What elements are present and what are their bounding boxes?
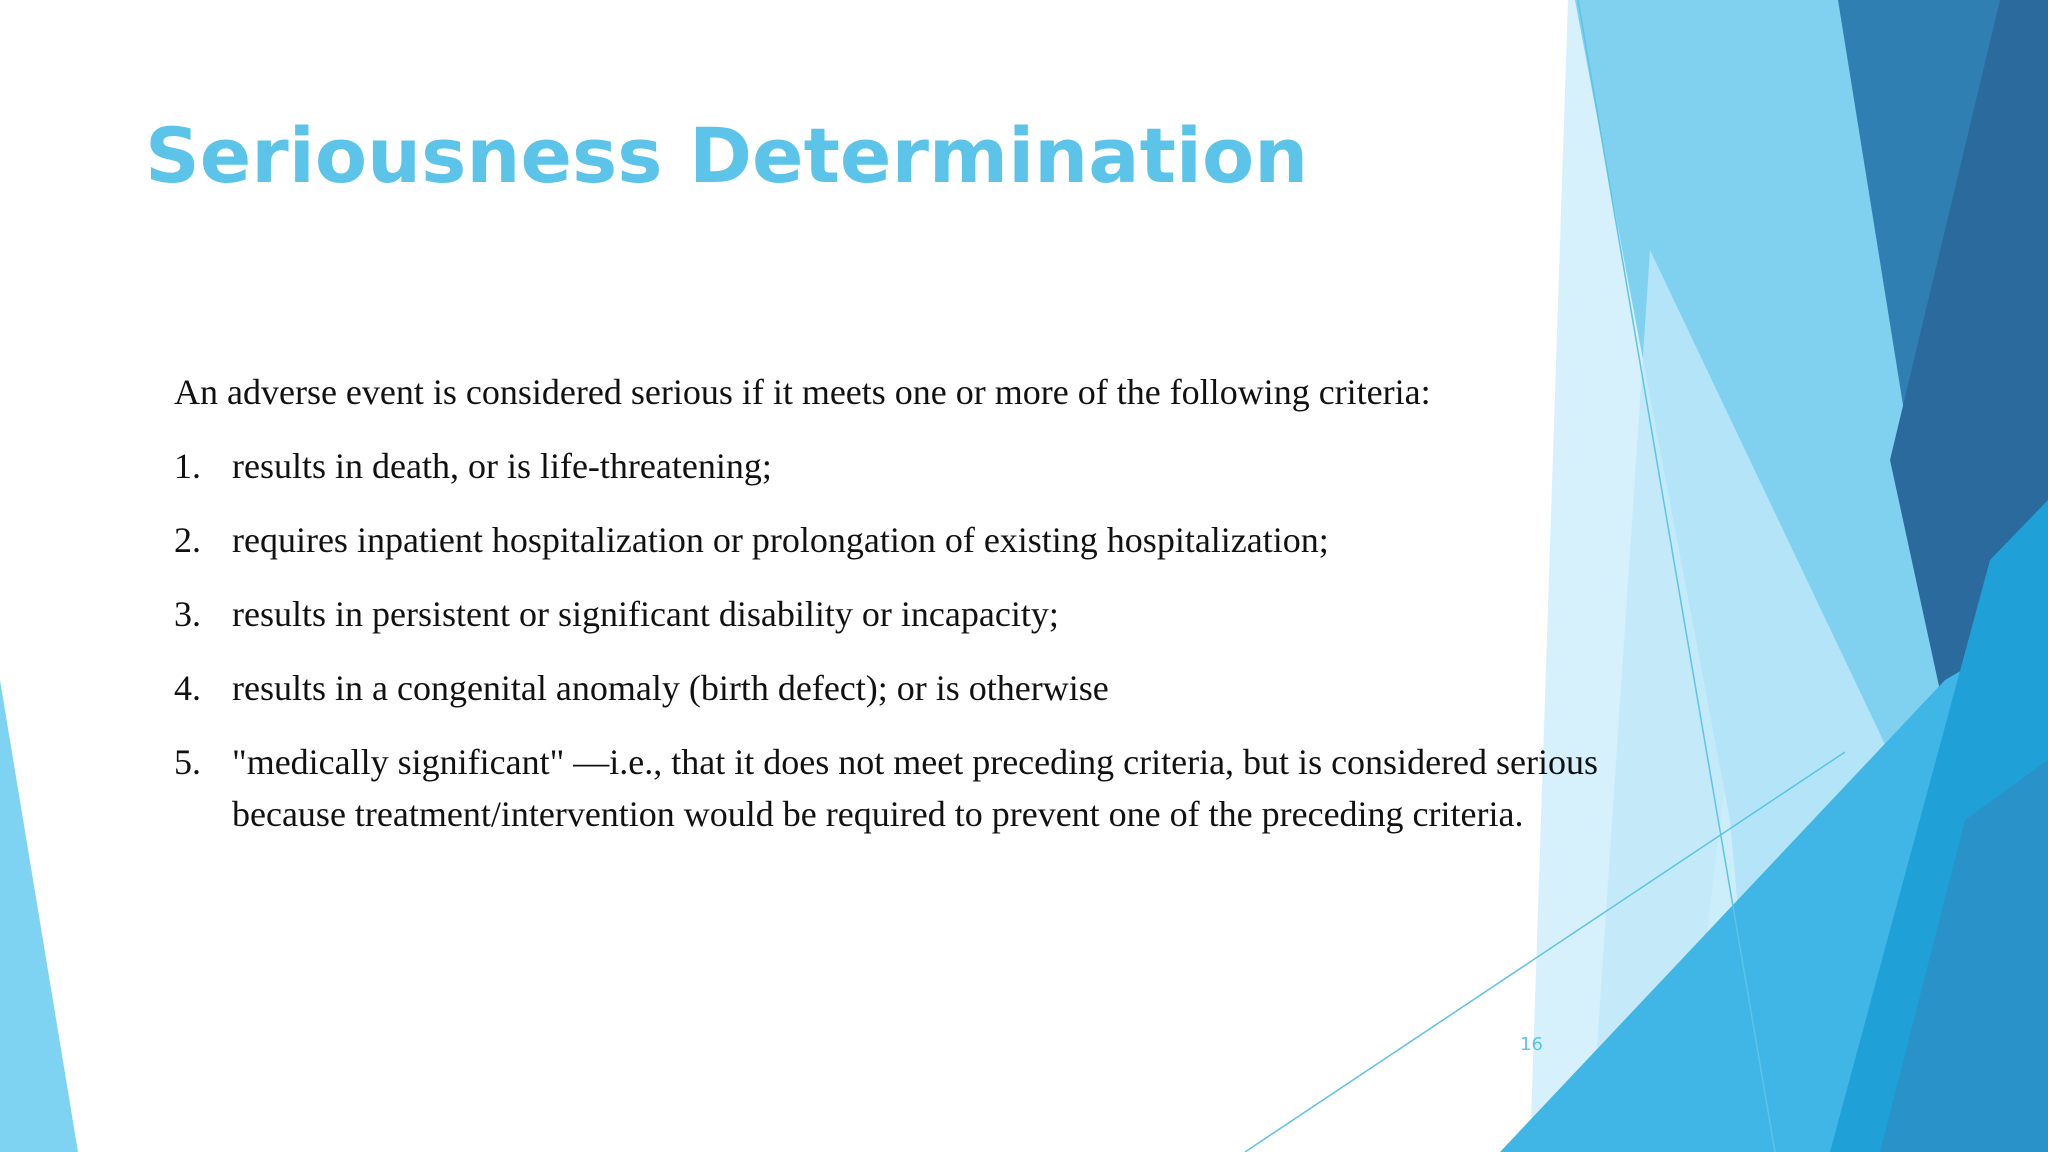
list-item-number: 2. — [174, 520, 201, 560]
list-item-number: 5. — [174, 742, 201, 782]
left-accent-shape — [0, 680, 78, 1152]
list-item-number: 4. — [174, 668, 201, 708]
list-item — [174, 662, 1634, 714]
list-item — [174, 588, 1634, 640]
list-item — [174, 440, 1634, 492]
criteria-list — [174, 440, 1634, 840]
intro-text: An adverse event is considered serious if it meets one or more of the following criteria: — [174, 372, 1431, 412]
list-item-text: results in persistent or significant disability or incapacity; — [232, 594, 1059, 634]
list-item — [174, 514, 1634, 566]
slide-body — [174, 366, 1634, 862]
page-number: 16 — [1520, 1034, 1543, 1055]
list-item-number: 1. — [174, 446, 201, 486]
list-item-text: results in death, or is life-threatening; — [232, 446, 772, 486]
list-item-text: "medically significant" —i.e., that it does not meet preceding criteria, but is considered serious because treatment/intervention would be required to prevent one of the preceding criteria. — [232, 742, 1598, 834]
slide-title: Seriousness Determination — [145, 111, 1309, 200]
list-item-text: requires inpatient hospitalization or prolongation of existing hospitalization; — [232, 520, 1329, 560]
list-item-text: results in a congenital anomaly (birth defect); or is otherwise — [232, 668, 1109, 708]
list-item-number: 3. — [174, 594, 201, 634]
list-item — [174, 736, 1634, 840]
